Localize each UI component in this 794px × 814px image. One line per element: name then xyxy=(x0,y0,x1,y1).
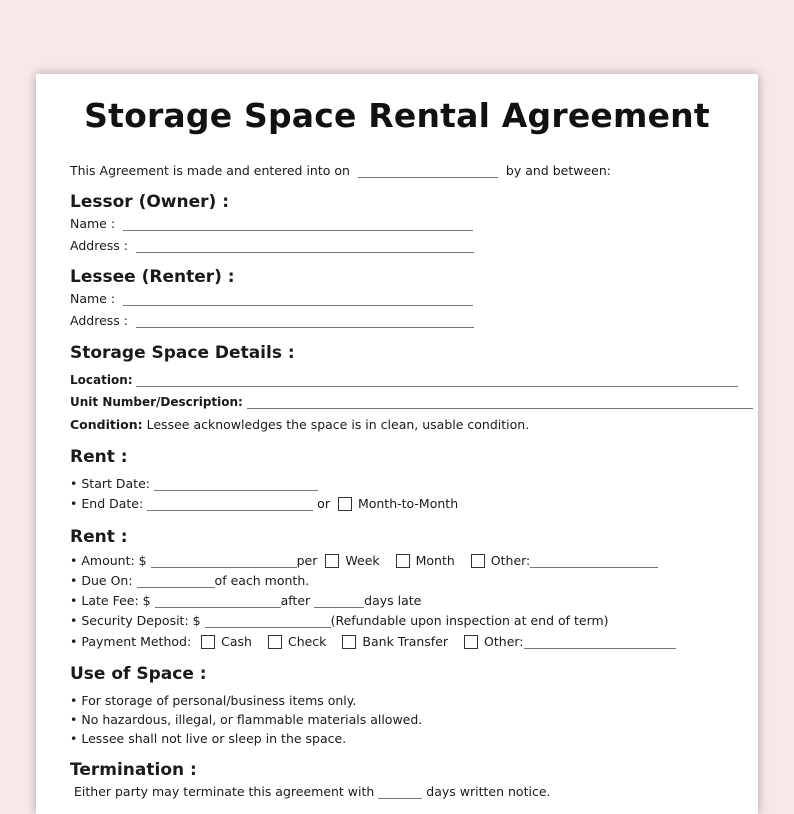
late-fee-field[interactable] xyxy=(155,594,281,608)
month-checkbox[interactable] xyxy=(396,554,410,568)
month-label: Month xyxy=(415,553,455,568)
deposit-field[interactable] xyxy=(205,614,331,628)
late-days-field[interactable] xyxy=(314,594,364,608)
lessor-name-label: Name : xyxy=(70,216,116,231)
lessee-name-label: Name : xyxy=(70,291,116,306)
start-date-row xyxy=(70,476,318,491)
lessor-address-row xyxy=(70,238,474,253)
lessor-name-row xyxy=(70,216,473,231)
check-checkbox[interactable] xyxy=(268,635,282,649)
payment-method-row xyxy=(70,634,676,649)
use-item-text: Lessee shall not live or sleep in the space. xyxy=(81,731,347,746)
end-date-row xyxy=(70,496,458,511)
start-date-label: Start Date: xyxy=(81,476,150,491)
payment-method-label: Payment Method: xyxy=(81,634,192,649)
due-field[interactable] xyxy=(137,574,215,588)
rent-other-checkbox[interactable] xyxy=(471,554,485,568)
use-item xyxy=(70,731,346,746)
amount-label: Amount: $ xyxy=(81,553,147,568)
lessor-address-field[interactable] xyxy=(136,239,474,253)
cash-checkbox[interactable] xyxy=(201,635,215,649)
rent-other-field[interactable] xyxy=(530,554,658,568)
due-after: of each month. xyxy=(214,573,310,588)
intro-tail: by and between: xyxy=(505,163,611,178)
deposit-note: (Refundable upon inspection at end of term) xyxy=(330,613,609,628)
cash-label: Cash xyxy=(221,634,252,649)
unit-label: Unit Number/Description: xyxy=(70,395,243,409)
unit-row xyxy=(70,395,753,409)
lessee-heading: Lessee (Renter) : xyxy=(70,267,235,287)
month-to-month-label: Month-to-Month xyxy=(357,496,459,511)
bullet: • xyxy=(70,476,78,491)
bullet: • xyxy=(70,593,78,608)
or-text: or xyxy=(317,496,330,511)
use-item-text: For storage of personal/business items only. xyxy=(81,693,357,708)
agreement-date-field[interactable] xyxy=(358,164,498,178)
lessor-name-field[interactable] xyxy=(123,217,473,231)
termination-days-field[interactable] xyxy=(378,785,422,799)
end-date-label: End Date: xyxy=(81,496,144,511)
lessor-heading: Lessor (Owner) : xyxy=(70,192,230,212)
lessor-address-label: Address : xyxy=(70,238,128,253)
bank-transfer-checkbox[interactable] xyxy=(342,635,356,649)
location-row xyxy=(70,373,738,387)
late-fee-label: Late Fee: $ xyxy=(81,593,151,608)
termination-text: Either party may terminate this agreement with xyxy=(74,784,375,799)
term-heading: Rent : xyxy=(70,447,128,467)
due-label: Due On: xyxy=(81,573,133,588)
bullet: • xyxy=(70,553,78,568)
check-label: Check xyxy=(287,634,327,649)
due-row xyxy=(70,573,309,588)
lessee-address-row xyxy=(70,313,474,328)
payment-other-checkbox[interactable] xyxy=(464,635,478,649)
week-label: Week xyxy=(345,553,380,568)
location-field[interactable] xyxy=(136,373,738,387)
start-date-field[interactable] xyxy=(154,477,318,491)
termination-heading: Termination : xyxy=(70,760,197,780)
amount-row xyxy=(70,553,658,568)
bullet: • xyxy=(70,731,78,746)
condition-text: Lessee acknowledges the space is in clean, usable condition. xyxy=(146,417,530,432)
use-item xyxy=(70,693,356,708)
end-date-field[interactable] xyxy=(147,497,313,511)
bullet: • xyxy=(70,712,78,727)
location-label: Location: xyxy=(70,373,133,387)
per-text: per xyxy=(296,553,318,568)
bullet: • xyxy=(70,693,78,708)
termination-tail: days written notice. xyxy=(426,784,551,799)
week-checkbox[interactable] xyxy=(325,554,339,568)
rent-other-label: Other: xyxy=(490,553,531,568)
late-fee-row xyxy=(70,593,421,608)
bullet: • xyxy=(70,573,78,588)
payment-other-label: Other: xyxy=(484,634,524,649)
month-to-month-checkbox[interactable] xyxy=(338,497,352,511)
use-item-text: No hazardous, illegal, or flammable materials allowed. xyxy=(81,712,423,727)
lessee-address-field[interactable] xyxy=(136,314,474,328)
rent-heading: Rent : xyxy=(70,527,128,547)
deposit-label: Security Deposit: $ xyxy=(81,613,201,628)
deposit-row xyxy=(70,613,609,628)
unit-field[interactable] xyxy=(247,395,753,409)
amount-field[interactable] xyxy=(151,554,297,568)
lessee-address-label: Address : xyxy=(70,313,128,328)
bank-transfer-label: Bank Transfer xyxy=(362,634,449,649)
termination-row xyxy=(74,784,550,799)
document-title: Storage Space Rental Agreement xyxy=(84,96,710,135)
condition-label: Condition: xyxy=(70,417,143,432)
lessee-name-row xyxy=(70,291,473,306)
intro-line xyxy=(70,163,611,178)
payment-other-field[interactable] xyxy=(524,635,676,649)
use-heading: Use of Space : xyxy=(70,664,207,684)
late-days-text: days late xyxy=(364,593,422,608)
bullet: • xyxy=(70,634,78,649)
bullet: • xyxy=(70,613,78,628)
details-heading: Storage Space Details : xyxy=(70,343,295,363)
condition-row xyxy=(70,417,529,432)
use-item xyxy=(70,712,422,727)
lessee-name-field[interactable] xyxy=(123,292,473,306)
late-after-text: after xyxy=(280,593,311,608)
bullet: • xyxy=(70,496,78,511)
intro-text: This Agreement is made and entered into on xyxy=(70,163,350,178)
